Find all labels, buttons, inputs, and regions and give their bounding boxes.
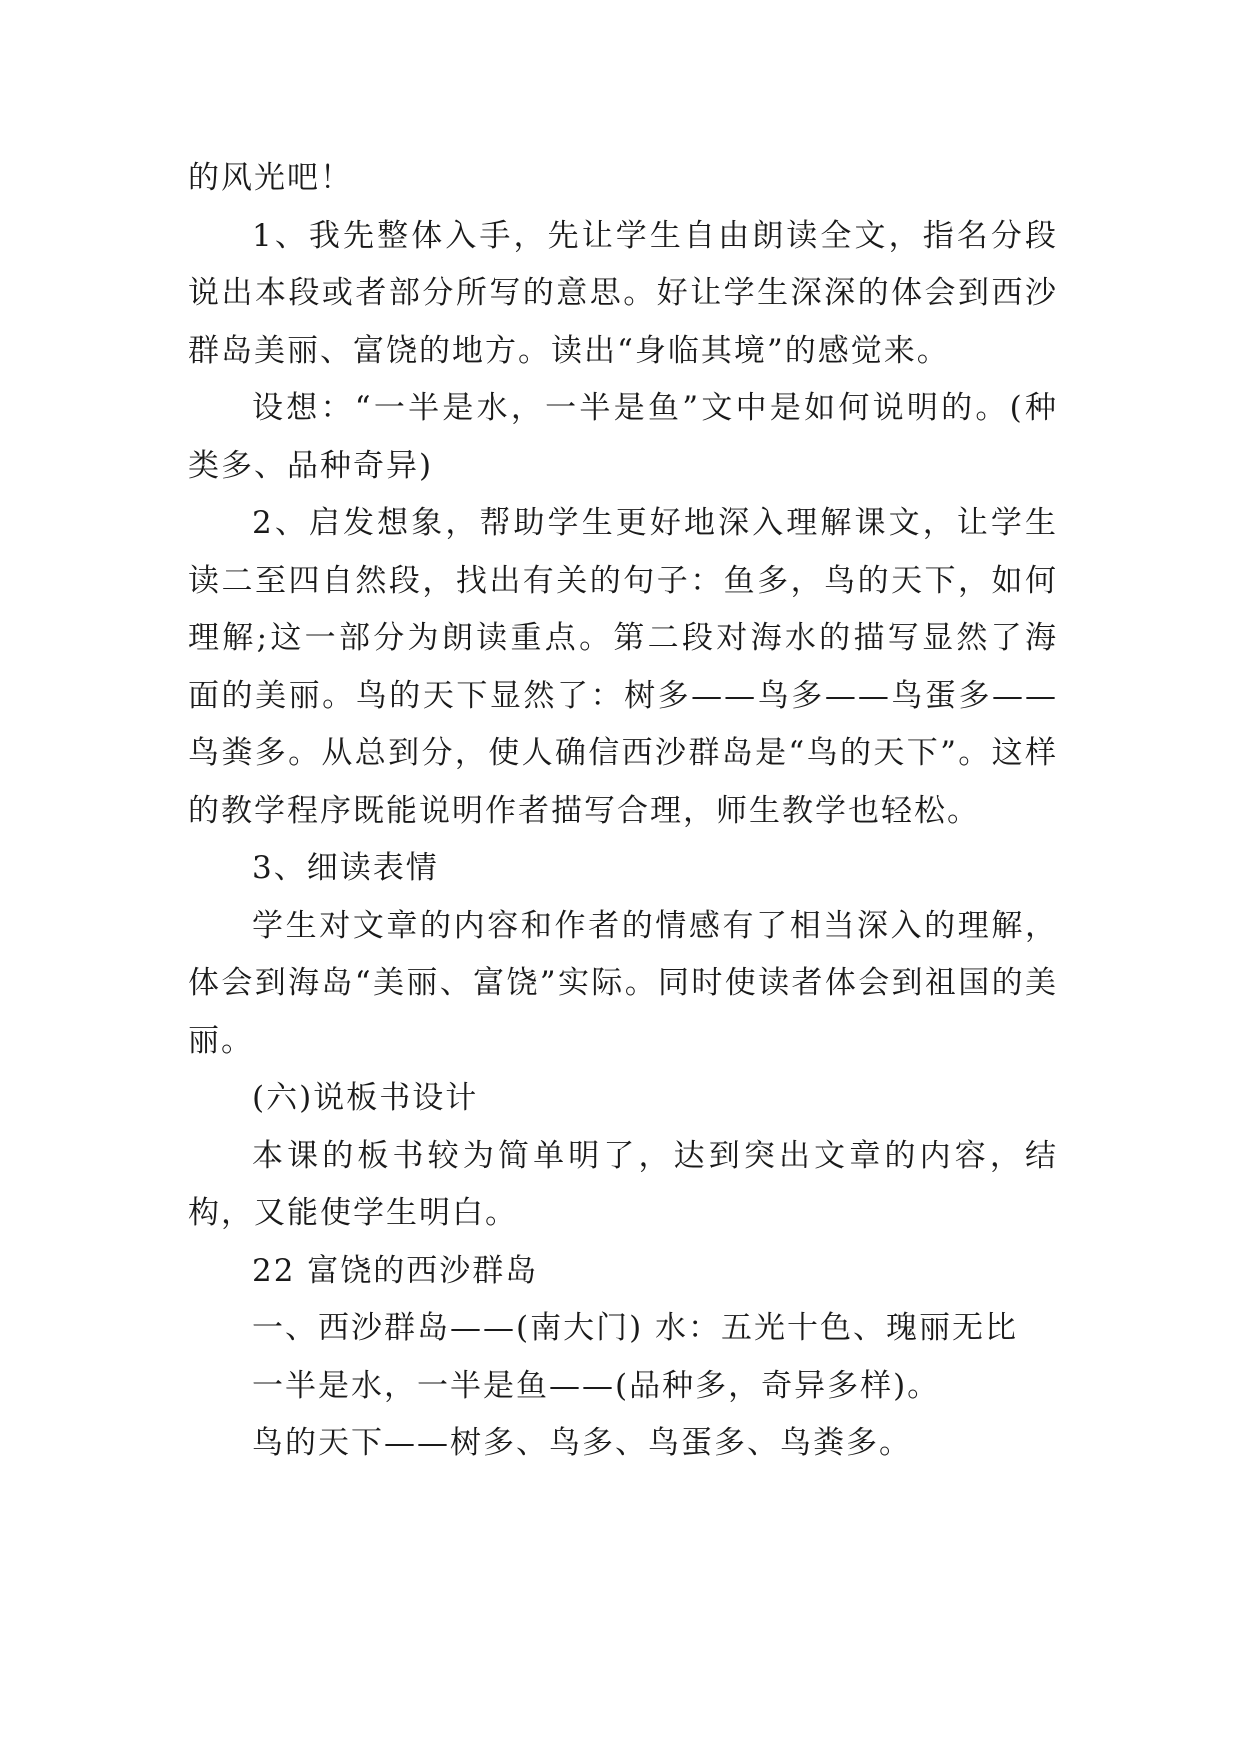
paragraph: 2、启发想象，帮助学生更好地深入理解课文，让学生读二至四自然段，找出有关的句子：鱼多，鸟的天下，如何理解;这一部分为朗读重点。第二段对海水的描写显然了海面的美丽。鸟的天下显然了：树多——鸟多——鸟蛋多——鸟粪多。从总到分，使人确信西沙群岛是“鸟的天下”。这样的教学程序既能说明作者描写合理，师生教学也轻松。 — [188, 505, 1058, 829]
paragraph: 1、我先整体入手，先让学生自由朗读全文，指名分段说出本段或者部分所写的意思。好让学生深深的体会到西沙群岛美丽、富饶的地方。读出“身临其境”的感觉来。 — [188, 217, 1058, 369]
blackboard-line: 一半是水，一半是鱼——(品种多，奇异多样)。 — [252, 1367, 941, 1404]
paragraph: 学生对文章的内容和作者的情感有了相当深入的理解，体会到海岛“美丽、富饶”实际。同时使读者体会到祖国的美丽。 — [188, 907, 1058, 1059]
paragraph: 本课的板书较为简单明了，达到突出文章的内容，结构，又能使学生明白。 — [188, 1137, 1058, 1231]
section-heading: (六)说板书设计 — [252, 1080, 479, 1116]
blackboard-line: 鸟的天下——树多、鸟多、鸟蛋多、鸟粪多。 — [252, 1425, 912, 1461]
paragraph-heading: 3、细读表情 — [252, 850, 439, 886]
paragraph: 的风光吧！ — [188, 160, 353, 196]
blackboard-title: 22 富饶的西沙群岛 — [252, 1252, 539, 1289]
paragraph: 设想：“一半是水，一半是鱼”文中是如何说明的。(种类多、品种奇异) — [188, 390, 1058, 484]
blackboard-line: 一、西沙群岛——(南大门) 水：五光十色、瑰丽无比 — [252, 1310, 1019, 1346]
document-page — [188, 150, 1058, 1473]
